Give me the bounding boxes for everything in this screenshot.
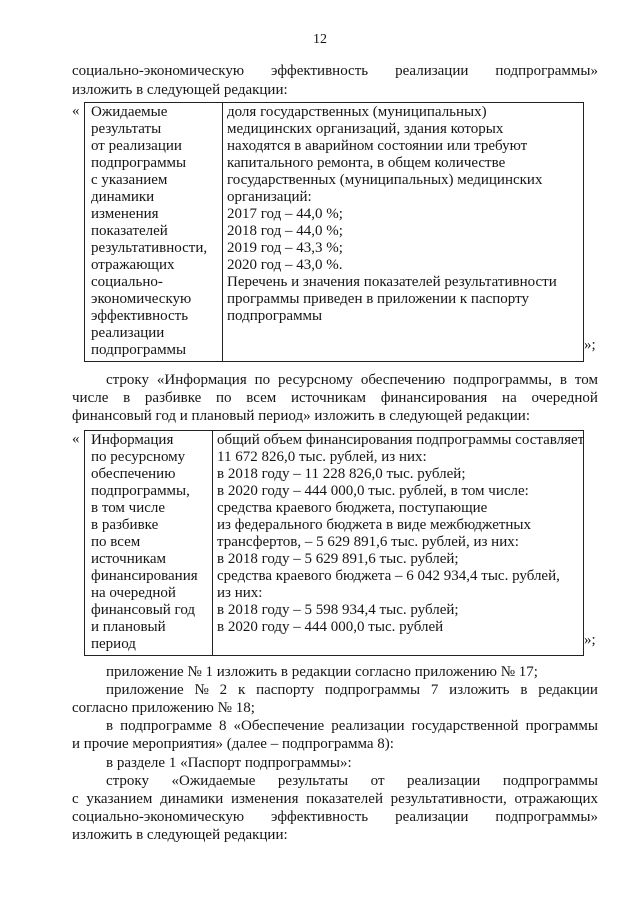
table-value-line: медицинских организаций, здания которых (227, 121, 504, 137)
after-p5-line-4: изложить в следующей редакции: (72, 827, 288, 843)
table-value-line: Перечень и значения показателей результативности (227, 274, 557, 290)
table-label-line: на очередной (91, 585, 176, 601)
table-label-line: подпрограммы (91, 155, 187, 171)
text-word: отражающих (514, 791, 598, 807)
text-word: ресурсному (278, 372, 353, 388)
table-label-line: от реализации (91, 138, 182, 154)
table-label-line: по ресурсному (91, 449, 186, 465)
after-p5-line-3 (72, 809, 598, 826)
text-word: 7 (430, 682, 439, 698)
after-p5-line-2 (72, 791, 598, 808)
text-word: по (216, 390, 232, 406)
text-word: эффективность (271, 809, 369, 825)
table-value-line: в 2018 году – 11 228 826,0 тыс. рублей; (217, 466, 466, 482)
after-p4: в разделе 1 «Паспорт подпрограммы»: (106, 755, 352, 771)
text-word: в (520, 682, 528, 698)
table-value-line: средства краевого бюджета, поступающие (217, 500, 488, 516)
table-label-line: подпрограммы (91, 342, 187, 358)
text-word: очередной (531, 390, 598, 406)
table-value-line: в 2020 году – 444 000,0 тыс. рублей (217, 619, 444, 635)
text-word: подпрограммы, (453, 372, 553, 388)
table-value-line: 11 672 826,0 тыс. рублей, из них: (217, 449, 427, 465)
text-word: подпрограммы» (495, 63, 598, 79)
table-label-line: динамики (91, 189, 155, 205)
table-label-line: финансовый год (91, 602, 196, 618)
text-word: подпрограмме (120, 718, 212, 734)
table-label-line: период (91, 636, 136, 652)
intro-line-1 (72, 63, 598, 80)
table-label-line: финансирования (91, 568, 198, 584)
text-word: результаты (277, 773, 349, 789)
table-label-line: результативности, (91, 240, 208, 256)
table-value-line: организаций: (227, 189, 312, 205)
text-word: на (502, 390, 517, 406)
after-p3-line-1 (106, 718, 598, 735)
table-value-line: 2019 год – 43,3 %; (227, 240, 343, 256)
text-word: реализации (395, 63, 469, 79)
open-quote: « (72, 431, 80, 447)
table-value-line: 2020 год – 43,0 %. (227, 257, 343, 273)
text-word: строку (106, 372, 149, 388)
table-value-line: средства краевого бюджета – 6 042 934,4 тыс. рублей, (217, 568, 560, 584)
table-value-line: программы приведен в приложении к паспорту (227, 291, 529, 307)
text-word: социально-экономическую (72, 63, 245, 79)
text-word: реализации (331, 718, 405, 734)
page-number: 12 (313, 32, 327, 47)
table-value-line: в 2020 году – 444 000,0 тыс. рублей, в том числе: (217, 483, 529, 499)
text-word: к (237, 682, 246, 698)
table-label-line: Информация (91, 432, 174, 448)
expected-results-table (84, 102, 584, 362)
text-word: редакции (538, 682, 598, 698)
text-word: подпрограммы (502, 773, 598, 789)
text-word: от (370, 773, 385, 789)
text-word: в (559, 372, 567, 388)
table-value-line: 2018 год – 44,0 %; (227, 223, 343, 239)
intro-line-2: изложить в следующей редакции: (72, 82, 288, 98)
text-word: указанием (86, 791, 153, 807)
text-word: социально-экономическую (72, 809, 245, 825)
text-word: разбивке (144, 390, 202, 406)
text-word: динамики (160, 791, 224, 807)
text-word: с (72, 791, 79, 807)
table-value-line: из них: (217, 585, 263, 601)
text-word: в (106, 718, 114, 734)
text-word: результативности, (390, 791, 507, 807)
text-word: обеспечению (360, 372, 446, 388)
text-word: программы (525, 718, 598, 734)
text-word: по (254, 372, 271, 388)
text-word: числе (72, 390, 109, 406)
text-word: «Обеспечение (233, 718, 325, 734)
table-value-line: общий объем финансирования подпрограммы составляет (217, 432, 585, 448)
text-word: том (574, 372, 598, 388)
text-word: строку (106, 773, 149, 789)
text-word: 2 (219, 682, 228, 698)
table-value-line: доля государственных (муниципальных) (227, 104, 487, 120)
table-value-line: в 2018 году – 5 598 934,4 тыс. рублей; (217, 602, 459, 618)
table-value-line: находятся в аварийном состоянии или требуют (227, 138, 528, 154)
text-word: 8 (218, 718, 227, 734)
table-value-line: из федерального бюджета в виде межбюджетных (217, 517, 532, 533)
table-label-line: социально- (91, 274, 163, 290)
table-label-line: подпрограммы, (91, 483, 190, 499)
close-quote: »; (584, 337, 596, 353)
text-word: паспорту (256, 682, 315, 698)
table-label-line: в разбивке (91, 517, 159, 533)
table-label-line: в том числе (91, 500, 166, 516)
table-value-line: трансфертов, – 5 629 891,6 тыс. рублей, из них: (217, 534, 519, 550)
table-label-line: отражающих (91, 257, 175, 273)
after-p2-line-2: согласно приложению № 18; (72, 700, 255, 716)
table-value-line: капитального ремонта, в общем количестве (227, 155, 506, 171)
table-label-line: результаты (91, 121, 162, 137)
text-word: финансирования (380, 390, 488, 406)
text-word: эффективность (271, 63, 369, 79)
table-label-line: и плановый (91, 619, 166, 635)
table-label-line: показателей (91, 223, 168, 239)
table-label-line: источникам (91, 551, 166, 567)
table-value-line: 2017 год – 44,0 %; (227, 206, 343, 222)
table-value-line: подпрограммы (227, 308, 323, 324)
text-word: подпрограммы» (495, 809, 598, 825)
text-word: показателей (306, 791, 383, 807)
table-label-line: экономическую (91, 291, 192, 307)
text-word: реализации (407, 773, 481, 789)
para2-line-1 (106, 372, 598, 389)
table-label-line: по всем (91, 534, 141, 550)
text-word: подпрограммы (324, 682, 421, 698)
table-label-line: изменения (91, 206, 159, 222)
para2-line-2 (72, 390, 598, 407)
after-p2-line-1 (106, 682, 598, 699)
close-quote: »; (584, 632, 596, 648)
text-word: изложить (449, 682, 510, 698)
text-word: всем (246, 390, 277, 406)
text-word: приложение (106, 682, 184, 698)
text-word: в (123, 390, 131, 406)
table-label-line: обеспечению (91, 466, 176, 482)
text-word: государственной (411, 718, 519, 734)
table-label-line: реализации (91, 325, 165, 341)
para2-line-3: финансовый год и плановый период» изложить в следующей редакции: (72, 408, 531, 424)
table-value-line: в 2018 году – 5 629 891,6 тыс. рублей; (217, 551, 459, 567)
text-word: изменения (230, 791, 299, 807)
table-label-line: Ожидаемые (91, 104, 168, 120)
table-value-line: государственных (муниципальных) медицинских (227, 172, 543, 188)
text-word: «Ожидаемые (171, 773, 256, 789)
text-word: реализации (395, 809, 469, 825)
open-quote: « (72, 103, 80, 119)
text-word: № (194, 682, 209, 698)
table-label-line: с указанием (91, 172, 168, 188)
after-p5-line-1 (106, 773, 598, 790)
after-p3-line-2: и прочие мероприятия» (далее – подпрограмма 8): (72, 736, 394, 752)
table-label-line: эффективность (91, 308, 189, 324)
after-p1: приложение № 1 изложить в редакции согласно приложению № 17; (106, 664, 538, 680)
text-word: источникам (291, 390, 366, 406)
text-word: «Информация (156, 372, 247, 388)
resource-info-table (84, 430, 584, 656)
